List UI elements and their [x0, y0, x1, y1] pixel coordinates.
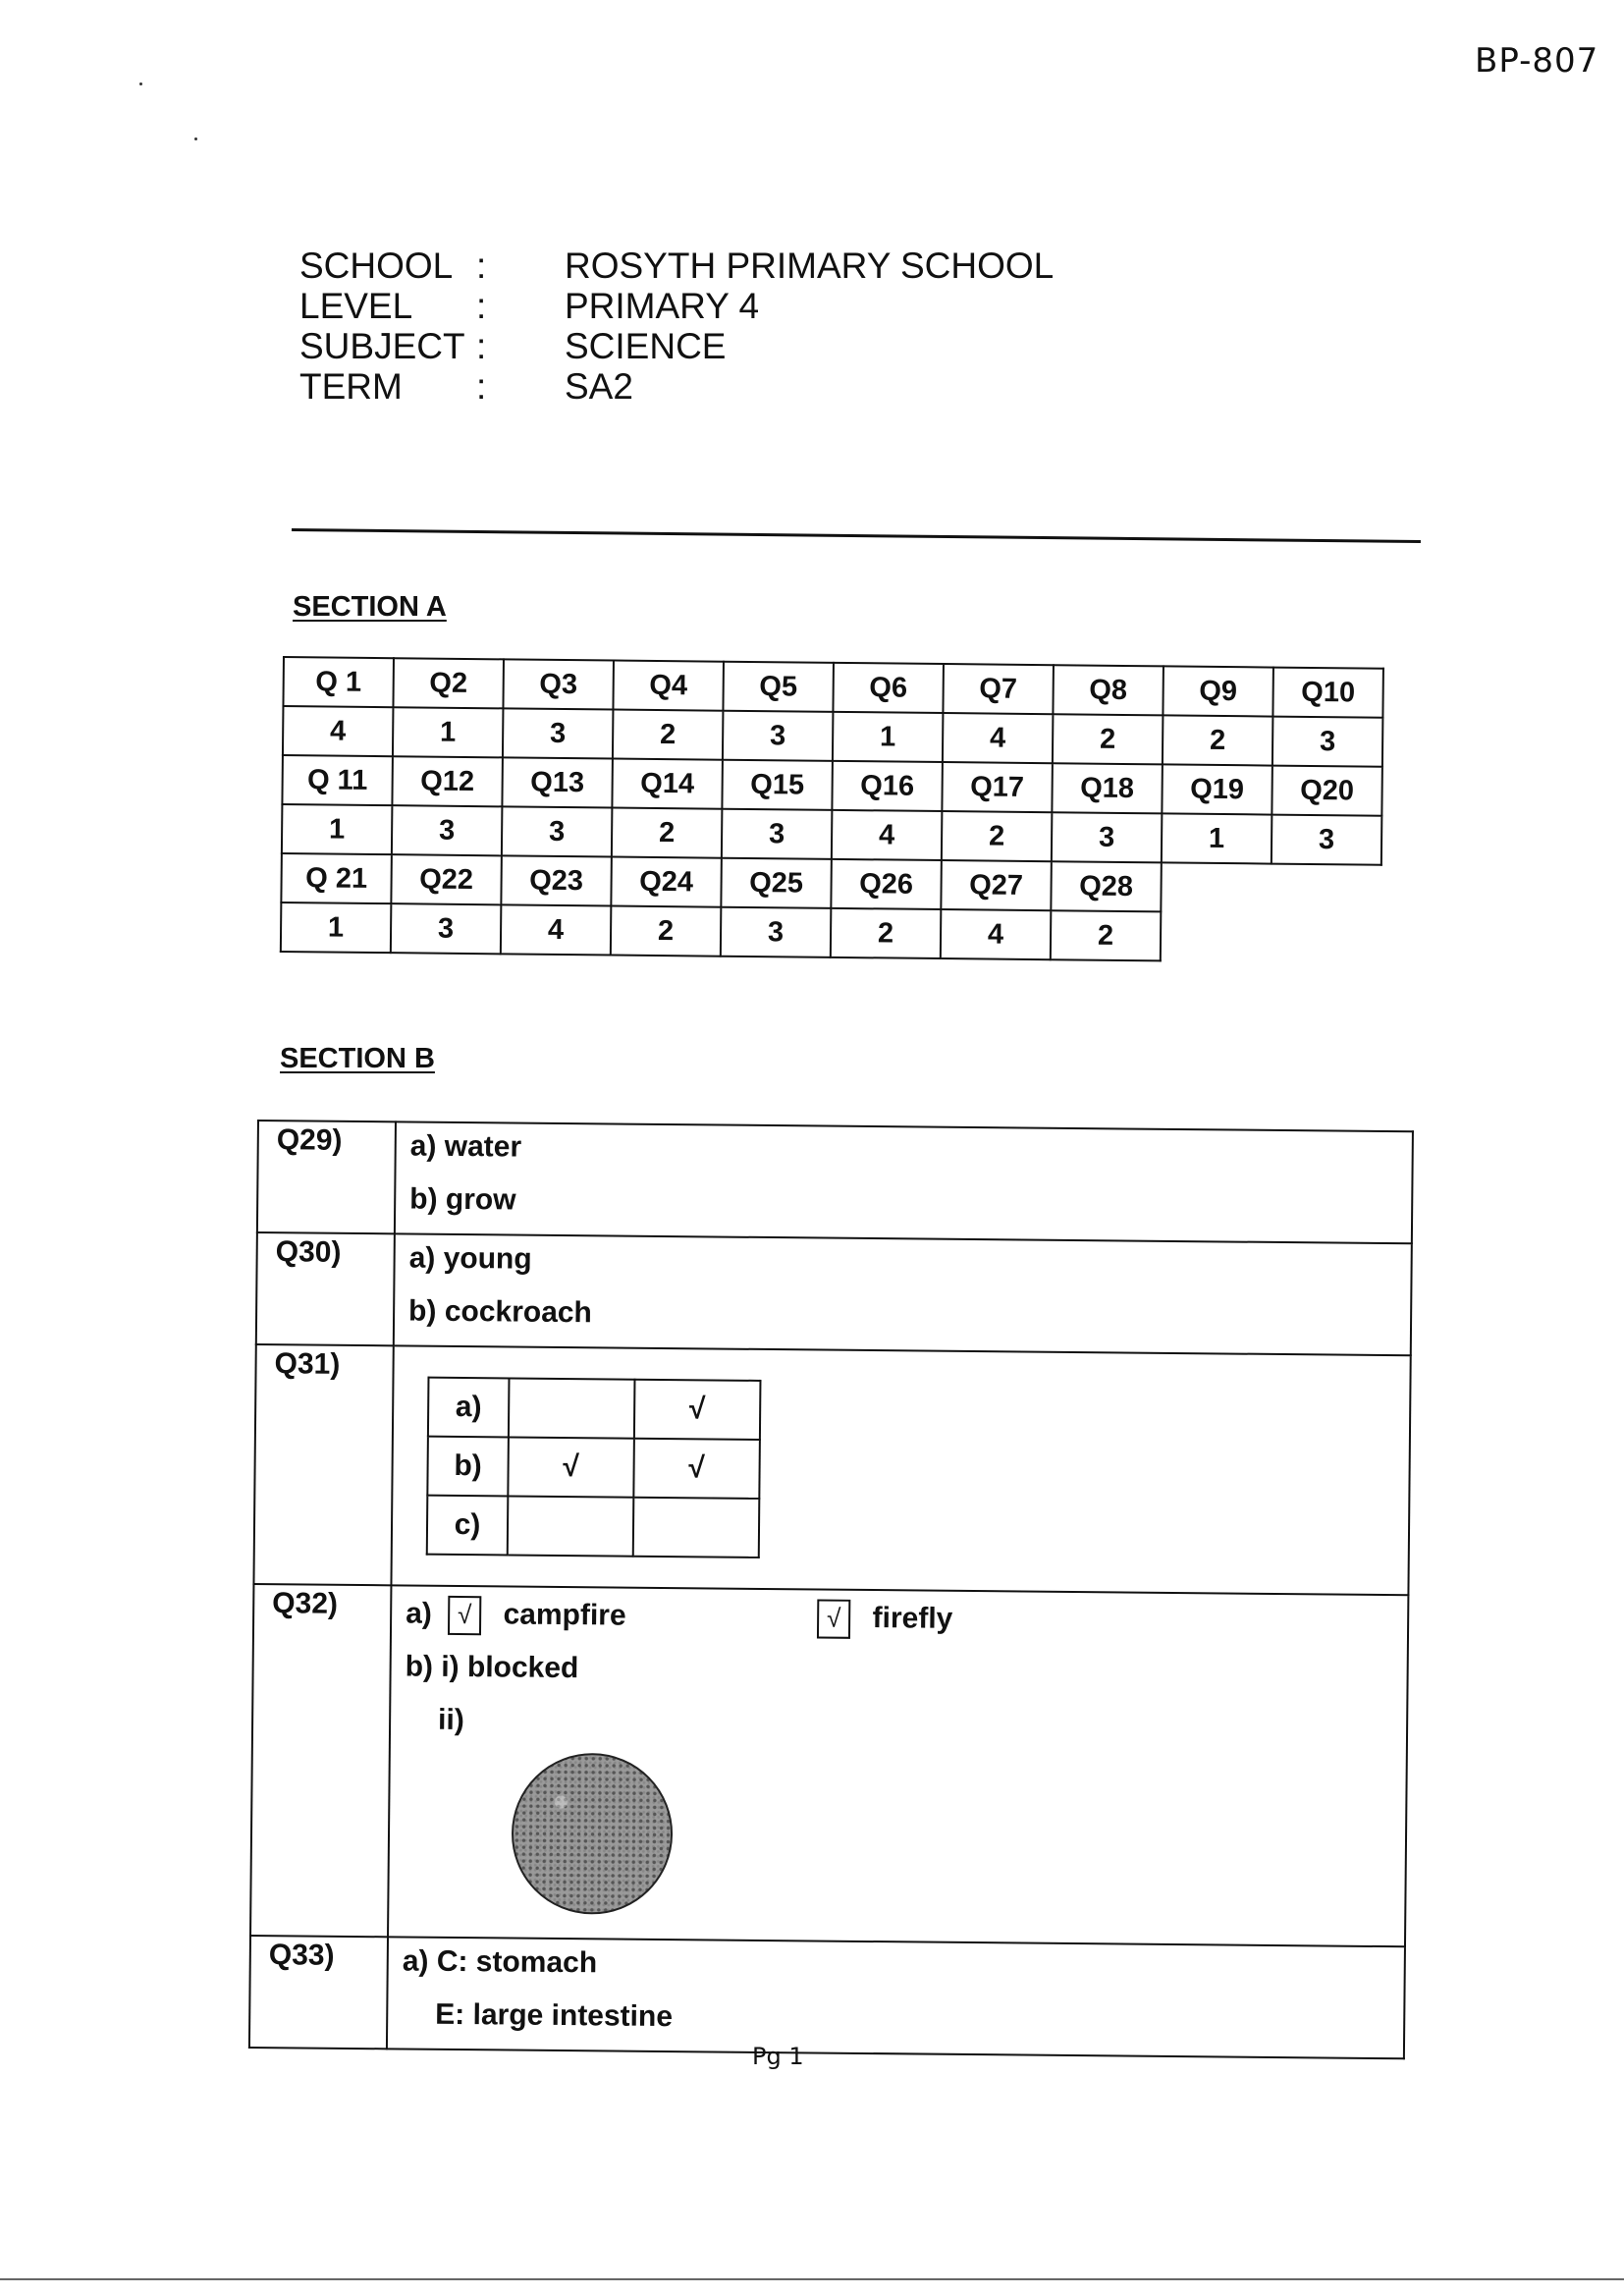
question-number-cell: Q3	[503, 659, 614, 709]
page-bottom-edge	[0, 2278, 1624, 2280]
question-number-cell: Q24	[611, 857, 722, 907]
section-a-title: SECTION A	[293, 591, 447, 623]
question-number-cell: Q16	[832, 761, 943, 811]
info-row-level	[299, 286, 1054, 326]
info-row-school	[299, 246, 1054, 286]
answer-cell	[391, 1345, 1410, 1595]
answer-line: b) cockroach	[407, 1294, 593, 1330]
question-number-cell: Q12	[392, 756, 503, 806]
answer-cell: 3	[1052, 812, 1163, 862]
question-number-cell: Q6	[833, 663, 944, 713]
answer-cell: 3	[722, 809, 833, 859]
question-number-cell: Q10	[1272, 668, 1383, 718]
answer-cell: 2	[613, 710, 724, 760]
answer-line: E: large intestine	[435, 1997, 674, 2034]
question-number-cell	[1271, 864, 1381, 914]
tick-table	[426, 1377, 762, 1558]
tick-cell: √	[634, 1380, 761, 1440]
page-number: Pg 1	[752, 2043, 804, 2070]
answer-line	[406, 1594, 1407, 1657]
info-label: TERM	[299, 366, 403, 407]
answer-cell: 2	[1051, 910, 1162, 960]
tick-cell	[508, 1496, 634, 1556]
question-row-q30	[256, 1232, 1412, 1355]
info-colon: :	[476, 286, 487, 326]
info-colon: :	[476, 246, 487, 286]
answer-cell: 3	[392, 805, 503, 855]
answer-line: b) grow	[409, 1182, 516, 1217]
tick-cell: √	[508, 1437, 634, 1497]
answer-cell: 1	[393, 707, 504, 757]
scan-speck	[194, 137, 197, 140]
answer-cell	[395, 1121, 1413, 1243]
question-number: Q30)	[256, 1232, 395, 1345]
answer-cell: 4	[943, 713, 1054, 763]
answer-cell	[387, 1937, 1405, 2058]
answer-cell	[1161, 911, 1272, 961]
scan-speck	[139, 82, 142, 85]
header-divider	[292, 528, 1421, 543]
info-value: ROSYTH PRIMARY SCHOOL	[565, 246, 1055, 286]
answer-cell	[388, 1585, 1408, 1946]
answer-cell: 1	[1162, 813, 1272, 863]
answer-row	[281, 902, 1380, 963]
answer-cell: 3	[502, 806, 613, 856]
question-number-cell: Q 21	[281, 853, 392, 903]
answer-cell: 1	[282, 804, 393, 854]
info-label: SCHOOL	[299, 246, 454, 286]
answer-cell: 3	[1272, 815, 1382, 865]
info-value: PRIMARY 4	[565, 286, 760, 326]
answer-cell: 3	[723, 711, 834, 761]
part-label: a)	[406, 1597, 433, 1630]
tick-row	[427, 1437, 760, 1499]
answer-cell: 4	[501, 904, 612, 955]
tick-row	[428, 1378, 761, 1440]
question-number-cell: Q2	[393, 658, 504, 708]
document-id: BP-807	[1475, 41, 1599, 81]
tick-row	[427, 1496, 760, 1558]
answer-cell: 2	[942, 811, 1053, 861]
answer-line: a) C: stomach	[402, 1944, 598, 1980]
answer-line: a) young	[408, 1241, 532, 1276]
question-row-q29	[257, 1121, 1413, 1243]
info-value: SA2	[565, 366, 633, 407]
question-number-cell: Q17	[942, 762, 1053, 812]
question-number-cell: Q4	[613, 661, 724, 711]
exam-info	[299, 246, 1054, 407]
tick-cell: √	[633, 1439, 760, 1499]
info-value: SCIENCE	[565, 326, 727, 366]
question-number-cell: Q13	[502, 757, 613, 807]
info-label: SUBJECT	[299, 326, 465, 366]
tick-row-label: a)	[428, 1378, 510, 1438]
info-row-subject	[299, 326, 1054, 366]
question-number-cell: Q 11	[282, 755, 393, 805]
answer-cell: 3	[391, 903, 502, 954]
answer-cell: 4	[832, 810, 943, 860]
question-number-cell: Q23	[501, 855, 612, 905]
answer-cell: 4	[283, 706, 394, 756]
question-number: Q31)	[253, 1344, 393, 1585]
question-number-cell: Q26	[831, 859, 942, 909]
tick-cell	[509, 1378, 635, 1438]
checkbox-campfire: √	[448, 1596, 481, 1635]
answer-cell: 4	[941, 909, 1052, 959]
info-colon: :	[476, 326, 487, 366]
question-number-cell: Q5	[723, 662, 834, 712]
info-label: LEVEL	[299, 286, 413, 326]
question-number: Q29)	[257, 1121, 396, 1233]
tick-row-label: b)	[427, 1437, 509, 1497]
question-number-cell: Q15	[722, 760, 833, 810]
answer-cell	[394, 1233, 1412, 1355]
info-row-term	[299, 366, 1054, 407]
checkbox-firefly: √	[817, 1600, 850, 1639]
answer-cell: 2	[611, 906, 722, 957]
answer-cell: 1	[281, 902, 392, 953]
question-number-cell: Q20	[1272, 766, 1382, 816]
answer-line: b) i) blocked	[405, 1650, 579, 1685]
info-colon: :	[476, 366, 487, 407]
answer-cell: 2	[612, 808, 723, 858]
question-number-cell: Q27	[941, 860, 1052, 910]
question-number-cell: Q14	[612, 759, 723, 809]
question-row-q32	[250, 1584, 1408, 1946]
question-row-q31	[253, 1344, 1410, 1595]
question-number-cell: Q7	[943, 664, 1054, 714]
answer-cell: 3	[503, 708, 614, 758]
question-number-cell: Q9	[1163, 666, 1273, 716]
answer-cell: 3	[1272, 717, 1383, 767]
section-b-answer-table	[248, 1120, 1414, 2059]
answer-line: a) water	[409, 1129, 522, 1164]
answer-line: ii)	[437, 1703, 464, 1737]
answer-cell	[1271, 913, 1381, 963]
question-number-cell	[1161, 862, 1272, 912]
answer-cell: 3	[721, 907, 832, 957]
question-row-q33	[249, 1936, 1405, 2058]
question-number-cell: Q19	[1162, 764, 1272, 814]
section-a-answer-table	[280, 656, 1384, 964]
question-number-cell: Q18	[1052, 763, 1163, 813]
option-label: firefly	[872, 1602, 953, 1635]
question-number: Q32)	[250, 1584, 391, 1937]
section-b-title: SECTION B	[280, 1043, 435, 1074]
question-number-cell: Q22	[391, 854, 502, 904]
answer-cell: 2	[831, 908, 942, 958]
question-number-cell: Q25	[721, 858, 832, 908]
question-number-cell: Q 1	[283, 657, 394, 707]
option-label: campfire	[503, 1598, 626, 1632]
answer-cell: 1	[833, 712, 944, 762]
shaded-circle-drawing	[511, 1753, 674, 1916]
answer-cell: 2	[1053, 714, 1164, 764]
answer-cell: 2	[1163, 715, 1273, 765]
question-number-cell: Q8	[1053, 665, 1164, 715]
question-number-cell: Q28	[1051, 861, 1162, 911]
tick-row-label: c)	[427, 1496, 509, 1556]
tick-cell	[633, 1498, 760, 1558]
question-number: Q33)	[249, 1936, 388, 2049]
